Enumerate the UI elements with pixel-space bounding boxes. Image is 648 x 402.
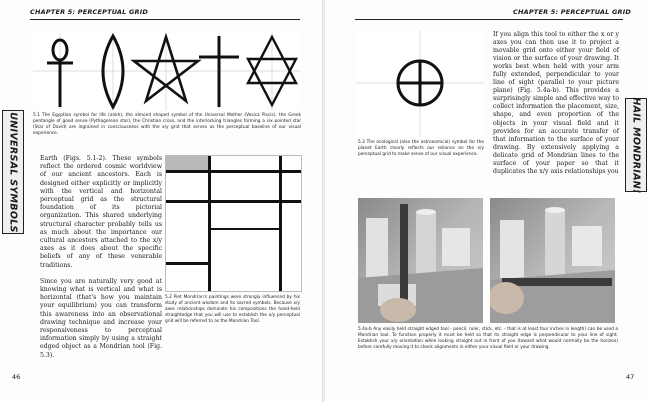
- right-header-rule: [355, 19, 623, 20]
- figure-5-3-earth-symbol: [356, 30, 484, 137]
- figure-5-1-symbols: [33, 33, 301, 110]
- mondrian-tool-vertical: [400, 204, 408, 308]
- side-tab-label: UNIVERSAL SYMBOLS: [7, 111, 19, 233]
- figure-5-4-caption: 5.4a-b Any easily held straight edged tool - pencil, ruler, stick, etc. - that is at least four inches in length) can be used a Mondrian tool. To function properly it must be held so that its straight edge is perpendicular to your line of sight. Establish your x/y orientation while looking straight out in front of you (toward what would normally be the horizon) before carefully moving it to check alignments in either your visual field or your drawing.: [358, 327, 618, 351]
- hand-shape: [380, 298, 416, 322]
- mondrian-tool-horizontal: [502, 278, 612, 286]
- left-header-rule: [30, 19, 300, 20]
- figure-5-4a-photo: [358, 198, 483, 323]
- side-tab-label: HAIL MONDRIAN!: [630, 96, 642, 194]
- white-block-shape: [572, 226, 602, 266]
- mondrian-line: [166, 262, 211, 265]
- right-page-number: 47: [626, 373, 635, 381]
- white-block-shape: [442, 228, 470, 266]
- earth-cross-circle-icon: [398, 61, 442, 105]
- right-page: [325, 0, 648, 402]
- cross-icon: [199, 36, 239, 107]
- gray-block: [166, 156, 208, 170]
- right-running-head: CHAPTER 5: PERCEPTUAL GRID: [513, 8, 631, 16]
- figure-5-1-caption: 5.1 The Egyptian symbol for life (ankh), the almond shaped symbol of the Universal Mother (Vesica Piscis), the Greek pentangle of good sense (Pythagorean star), the Christian cross, and the interlocking triangles forming a six pointed star (Star of David) are ingrained in consciousness with the x/y grid that serves as the perceptual baseline of our visual experience.: [33, 113, 301, 137]
- figure-5-2-caption: 5.2 Piet Mondrian's paintings were strongly influenced by his study of ancient wisdom and its sacred symbols. Because x/y axes relationships dominate his compositions the hand-held straightedge that you will use to establish the x/y perceptual grid will be referred to as the Mondrian Tool.: [165, 295, 300, 325]
- mondrian-painting: [166, 156, 301, 291]
- white-block-shape: [500, 220, 524, 278]
- earth-symbol-illustration: [356, 30, 484, 137]
- mondrian-line: [208, 156, 211, 291]
- body-paragraph: Since you are naturally very good at knowing what is vertical and what is horizontal (that's how you maintain your equilibrium) you can transform this awareness into an observational drawing technique and increase your responsiveness to perceptual information simply by using a straight edged object as a Mondrian tool (Fig. 5.3).: [40, 277, 162, 359]
- figure-5-4b-photo: [490, 198, 615, 323]
- hail-mondrian-tab: [625, 98, 647, 192]
- right-body-text: If you align this tool to either the x or y axes you can then use it to project a movable grid onto either your field of vision or the surface of your drawing. It works best when held with your arm fully extended, perpendicular to your line of sight (parallel to your picture plane) (Fig. 5.4a-b). This provides a surprisingly simple and effective way to collect information the placement, size, shape, and even proportion of the objects in your visual field and it provides for an accurate transfer of that information to the surface of your drawing. By extensively applying a delicate grid of Mondrian lines to the surface of your paper so that it duplicates the x/y axis relationships you: [493, 31, 619, 175]
- left-page-number: 46: [12, 373, 21, 381]
- universal-symbols-tab: [2, 110, 24, 234]
- mondrian-line: [211, 228, 282, 230]
- sacred-symbols-illustration: [33, 33, 301, 110]
- still-life-photo-vertical: [358, 198, 483, 323]
- white-block-shape: [366, 218, 388, 278]
- still-life-photo-horizontal: [490, 198, 615, 323]
- white-cylinder-shape: [416, 212, 436, 282]
- figure-5-3-caption: 5.3 The ecological (also the astronomical) symbol for the planet Earth clearly reflects our reliance on the x/y perceptual grid to make sense of our visual experience.: [358, 140, 484, 158]
- body-paragraph: Earth (Figs. 5.1-2). These symbols reflect the ordered cosmic worldview of our ancient ancestors. Each is designed either explicitly or implicitly with the vertical and horizontal perceptual grid as the structural foundation of its pictorial organization. This shared underlying structural character probably tells us as much about the importance our cultural ancestors attached to the x/y axes as it does about the specific beliefs of any of these venerable traditions.: [40, 155, 162, 269]
- left-running-head: CHAPTER 5: PERCEPTUAL GRID: [30, 8, 148, 16]
- left-body-text: [40, 155, 162, 368]
- mondrian-line: [279, 156, 282, 291]
- white-cylinder-shape: [545, 210, 565, 282]
- figure-5-2-mondrian: [165, 155, 302, 292]
